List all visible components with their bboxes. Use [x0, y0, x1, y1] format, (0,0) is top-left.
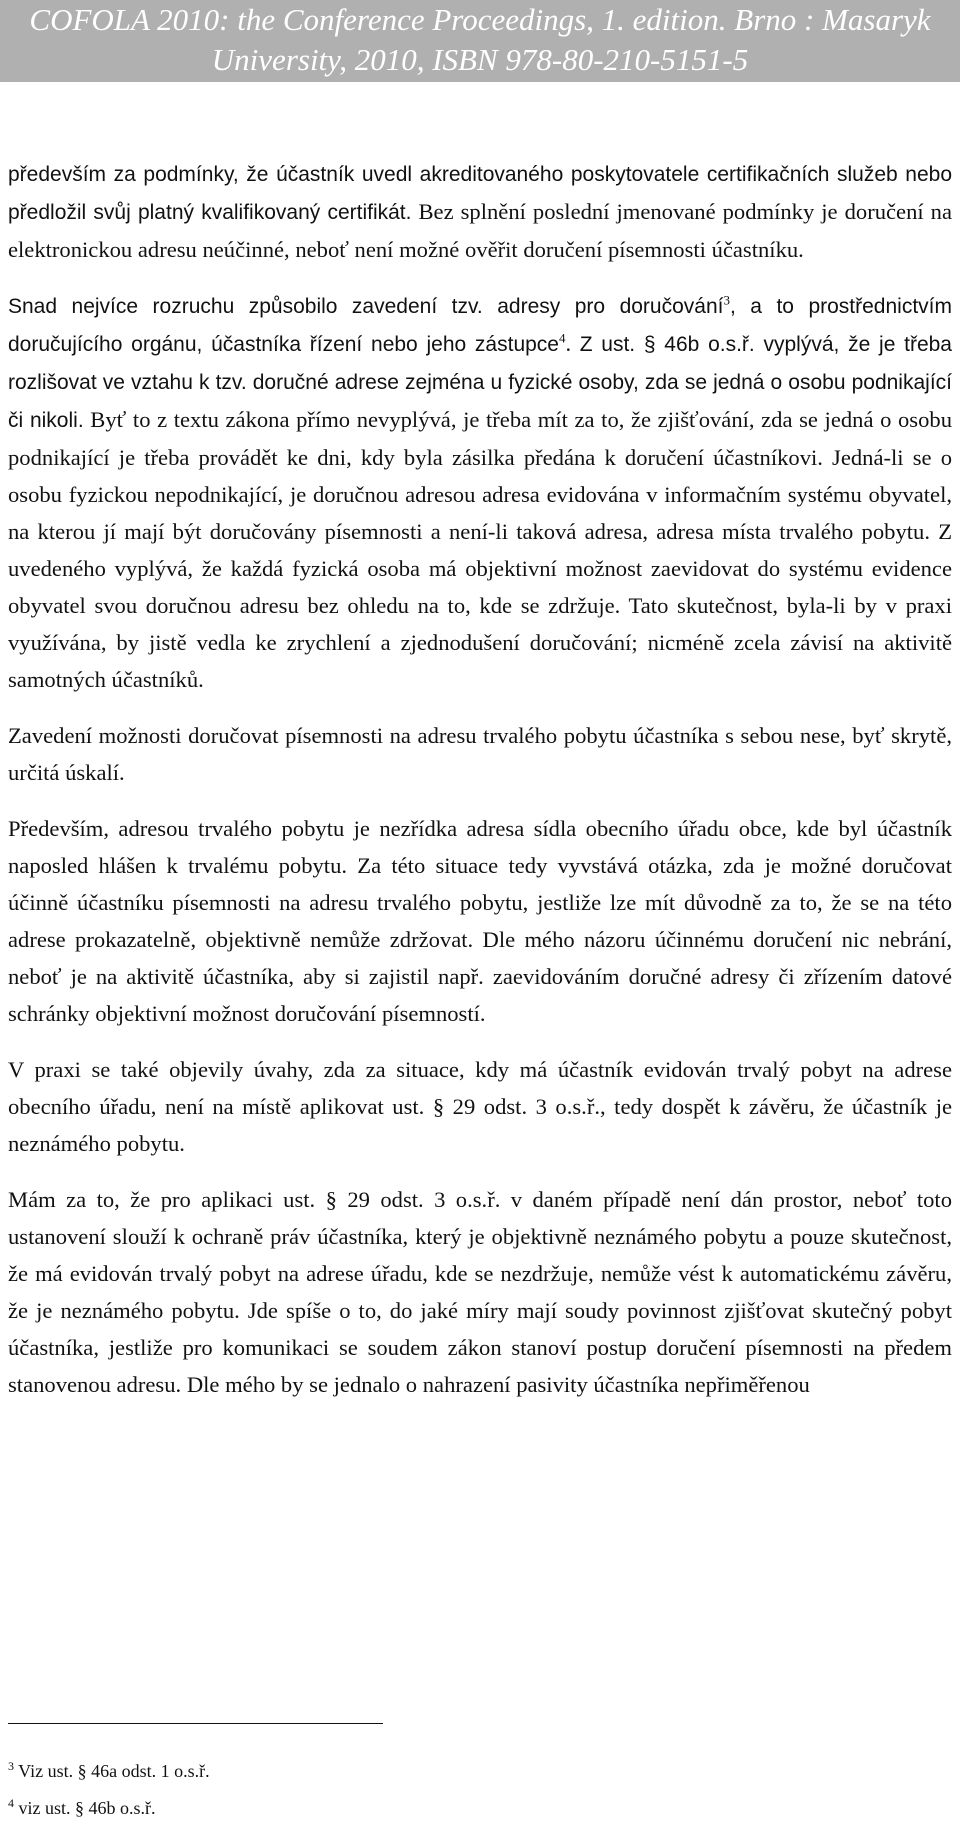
footnote-4: [8, 1790, 952, 1827]
paragraph-5: V praxi se také objevily úvahy, zda za situace, kdy má účastník evidován trvalý pobyt na adrese obecního úřadu, není na místě aplikovat ust. § 29 odst. 3 o.s.ř., tedy dospět k závěru, že účastník je neznámého pobytu.: [8, 1057, 952, 1156]
paragraph-4: Především, adresou trvalého pobytu je nezřídka adresa sídla obecního úřadu obce, kde byl účastník naposled hlášen k trvalému pobytu. Za této situace tedy vyvstává otázka, zda je možné doručovat účinně účastníku písemnosti na adresu trvalého pobytu, jestliže lze mít důvodně za to, že se na této adrese prokazatelně, objektivně nemůže zdržovat. Dle mého názoru účinnému doručení nic nebrání, neboť je na aktivitě účastníka, aby si zajistil např. zaevidováním doručné adresy či zřízením datové schránky objektivní možnost doručování písemností.: [8, 816, 952, 1026]
paragraph-2-part-e: Byť to z textu zákona přímo nevyplývá, je třeba mít za to, že zjišťování, zda se jedná o osobu podnikající je třeba provádět ke dni, kdy byla zásilka předána k doručení účastníkovi. Jedná-li se o osobu fyzickou nepodnikající, je doručnou adresou adresa evidována v informačním systému obyvatel, na kterou jí mají být doručovány písemnosti a není-li taková adresa, adresa místa trvalého pobytu. Z uvedeného vyplývá, že každá fyzická osoba má objektivní možnost zaevidovat do systému evidence obyvatel svou doručnou adresu bez ohledu na to, kde se zdržuje. Tato skutečnost, byla-li by v praxi využívána, by jistě vedla ke zrychlení a zjednodušení doručování; nicméně zcela závisí na aktivitě samotných účastníků.: [8, 407, 952, 692]
paragraph-2-part-c: .: [565, 331, 572, 356]
footnote-text: viz ust. § 46b o.s.ř.: [14, 1798, 156, 1818]
document-body: [8, 155, 952, 1422]
paragraph-2-part-b: , a to prostřednictvím doručujícího orgánu, účastníka řízení nebo jeho zástupce: [8, 295, 952, 356]
footnote-text: Viz ust. § 46a odst. 1 o.s.ř.: [14, 1761, 210, 1781]
paragraph-6: Mám za to, že pro aplikaci ust. § 29 odst. 3 o.s.ř. v daném případě není dán prostor, neboť toto ustanovení slouží k ochraně práv účastníka, který je objektivně neznámého pobytu a pouze skutečnost, že má evidován trvalý pobyt na adrese úřadu, kde se nezdržuje, nemůže vést k automatickému závěru, že je neznámého pobytu. Jde spíše o to, do jaké míry mají soudy povinnost zjišťovat skutečný pobyt účastníka, jestliže pro komunikaci se soudem zákon stanoví postup doručení písemnosti na předem stanovenou adresu. Dle mého by se jednalo o nahrazení pasivity účastníka nepřiměřenou: [8, 1187, 952, 1397]
paragraph-1-part-a: především za podmínky, že účastník uvedl akreditovaného poskytovatele certifikačních služeb nebo předložil svůj platný kvalifikovaný certifikát.: [8, 163, 952, 224]
footnote-ref-4: 4: [558, 330, 566, 346]
paragraph-2: [8, 287, 952, 698]
page-header-banner: [0, 0, 960, 82]
paragraph-1-part-b: Bez splnění poslední jmenované podmínky je doručení na elektronickou adresu neúčinné, neboť není možné ověřit doručení písemnosti účastníku.: [8, 199, 952, 262]
header-line-2: University, 2010, ISBN 978-80-210-5151-5: [211, 42, 749, 77]
footnotes: [8, 1753, 952, 1827]
header-line-1: COFOLA 2010: the Conference Proceedings, 1. edition. Brno : Masaryk: [29, 2, 931, 37]
paragraph-3: Zavedení možnosti doručovat písemnosti na adresu trvalého pobytu účastníka s sebou nese, byť skrytě, určitá úskalí.: [8, 723, 952, 785]
paragraph-2-part-d: Z ust. § 46b o.s.ř. vyplývá, že je třeba rozlišovat ve vztahu k tzv. doručné adrese zejména u fyzické osoby, zda se jedná o osobu podnikající či nikoli.: [8, 333, 952, 432]
footnote-number: 4: [8, 1796, 14, 1810]
footnote-number: 3: [8, 1759, 14, 1773]
footnote-separator: [8, 1723, 383, 1724]
paragraph-2-part-a: Snad nejvíce rozruchu způsobilo zavedení tzv. adresy pro doručování: [8, 295, 724, 318]
footnote-3: [8, 1753, 952, 1790]
footnote-ref-3: 3: [723, 292, 730, 308]
paragraph-1: [8, 155, 952, 268]
